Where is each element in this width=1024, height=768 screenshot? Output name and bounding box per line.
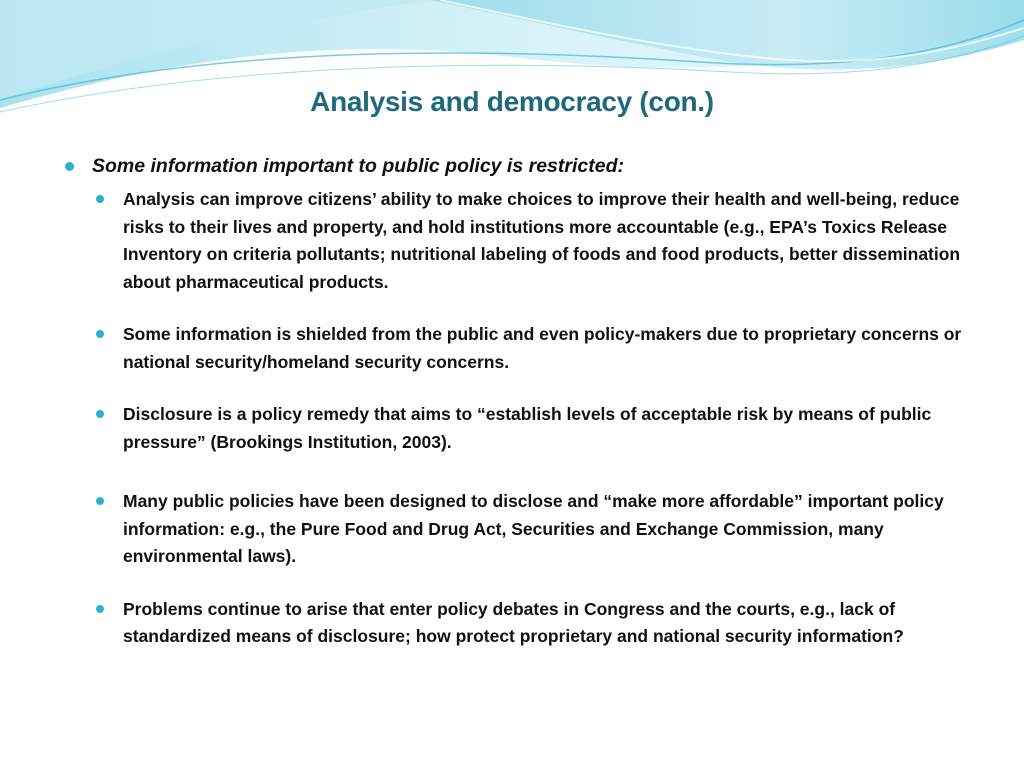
sub-bullet (62, 488, 967, 571)
bullet-dot-icon (65, 162, 74, 171)
bullet-dot-icon (96, 195, 104, 203)
slide-body (62, 152, 967, 651)
sub-bullet (62, 596, 967, 651)
bullet-dot-icon (96, 497, 104, 505)
bullet-dot-icon (96, 605, 104, 613)
sub-bullet-text: Some information is shielded from the public and even policy-makers due to proprietary concerns or national security/homeland security concerns. (123, 324, 962, 372)
bullet-text: Some information important to public policy is restricted: (92, 155, 624, 177)
bullet-dot-icon (96, 410, 104, 418)
bullet-dot-icon (96, 330, 104, 338)
sub-bullet (62, 186, 967, 296)
sub-bullet (62, 321, 967, 376)
sub-bullet-text: Disclosure is a policy remedy that aims to “establish levels of acceptable risk by means of public pressure” (Brookings Institution, 2003). (123, 404, 932, 452)
sub-bullet-text: Problems continue to arise that enter policy debates in Congress and the courts, e.g., lack of standardized means of disclosure; how protect proprietary and national security information? (123, 598, 904, 646)
sub-bullet (62, 401, 967, 456)
slide-title: Analysis and democracy (con.) (310, 86, 714, 117)
bullet-restricted-info (62, 152, 967, 180)
sub-bullet-text: Analysis can improve citizens’ ability to make choices to improve their health and well-being, reduce risks to their lives and property, and hold institutions more accountable (e.g., EPA’s Toxics Release Inventory on criteria pollutants; nutritional labeling of foods and food products, better dissemination about pharmaceutical products. (123, 189, 961, 292)
sub-bullet-text: Many public policies have been designed to disclose and “make more affordable” important policy information: e.g., the Pure Food and Drug Act, Securities and Exchange Commission, many environmental laws). (123, 491, 944, 566)
